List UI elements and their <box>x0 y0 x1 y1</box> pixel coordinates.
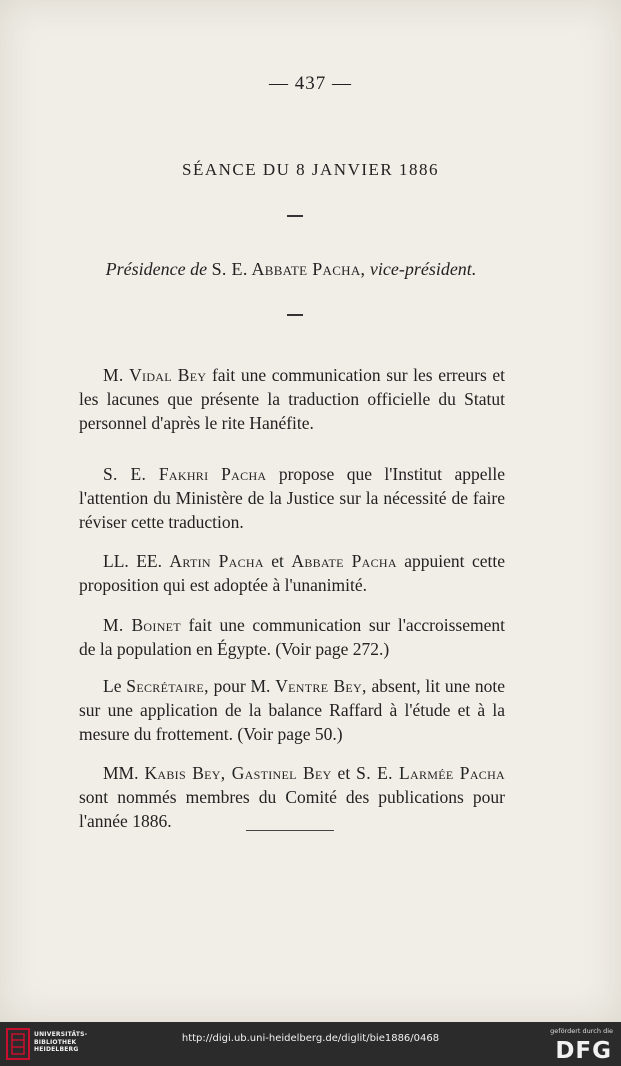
speaker-name: Artin Pacha <box>169 550 264 571</box>
library-name-line: UNIVERSITÄTS- <box>34 1031 88 1038</box>
permalink-url[interactable]: http://digi.ub.uni-heidelberg.de/diglit/bie1886/0468 <box>181 1033 440 1044</box>
paragraph-mid: et <box>337 762 351 783</box>
paragraph-text: sont nommés membres du Comité des publications pour l'année 1886. <box>79 786 505 831</box>
paragraph-boinet <box>79 613 505 661</box>
paragraph-text: propose que l'Institut appelle l'attention du Ministère de la Justice sur la nécessité de faire réviser cette traduction. <box>79 463 505 532</box>
separator-dash <box>287 215 303 217</box>
sponsor-note: gefördert durch die <box>550 1027 613 1035</box>
speaker-name: S. E. Larmée Pacha <box>356 762 506 783</box>
paragraph-artin-abbate <box>79 549 505 597</box>
paragraph-text: fait une communication sur les erreurs et les lacunes que présente la traduction officielle du Statut personnel d'après le rite Hanéfite. <box>79 364 506 433</box>
speaker-name: M. Boinet <box>103 614 181 635</box>
paragraph-text: fait une communication sur l'accroissement de la population en Égypte. (Voir page 272.) <box>79 614 505 659</box>
speaker-name: Ventre Bey, <box>275 675 367 696</box>
paragraph-text: appuient cette proposition qui est adoptée à l'unanimité. <box>79 550 506 595</box>
closing-rule <box>246 830 334 831</box>
presidence-line <box>76 259 506 280</box>
paragraph-pre: LL. EE. <box>103 550 162 571</box>
presidence-name: S. E. Abbate Pacha, <box>211 259 366 279</box>
paragraph-mid: pour M. <box>213 675 271 696</box>
presidence-prefix: Présidence de <box>105 259 208 279</box>
speaker-name: M. Vidal Bey <box>103 364 207 385</box>
paragraph-secretaire <box>79 674 505 746</box>
dfg-logo[interactable]: DFG <box>555 1038 612 1064</box>
paragraph-fakhri <box>79 462 505 534</box>
speaker-name: Secrétaire, <box>126 675 209 696</box>
paragraph-mid: et <box>271 550 284 571</box>
separator-dash <box>287 314 303 316</box>
speaker-name: Kabis Bey, Gastinel Bey <box>144 762 332 783</box>
library-name-line: BIBLIOTHEK <box>34 1038 77 1046</box>
viewer-footer <box>0 1022 621 1066</box>
library-name-line: HEIDELBERG <box>34 1046 79 1053</box>
page-number: — 437 — <box>269 73 352 94</box>
session-title: SÉANCE DU 8 JANVIER 1886 <box>182 160 439 179</box>
presidence-role: vice-président. <box>369 259 477 279</box>
paragraph-vidal <box>79 363 505 435</box>
paragraph-comite <box>79 761 505 833</box>
paragraph-pre: Le <box>103 675 122 696</box>
paragraph-text: absent, lit une note sur une application de la balance Raffard à l'étude et à la mesure du frottement. (Voir page 50.) <box>79 675 506 744</box>
speaker-name: S. E. Fakhri Pacha <box>103 463 267 484</box>
speaker-name: Abbate Pacha <box>291 550 397 571</box>
paragraph-pre: MM. <box>103 762 139 783</box>
